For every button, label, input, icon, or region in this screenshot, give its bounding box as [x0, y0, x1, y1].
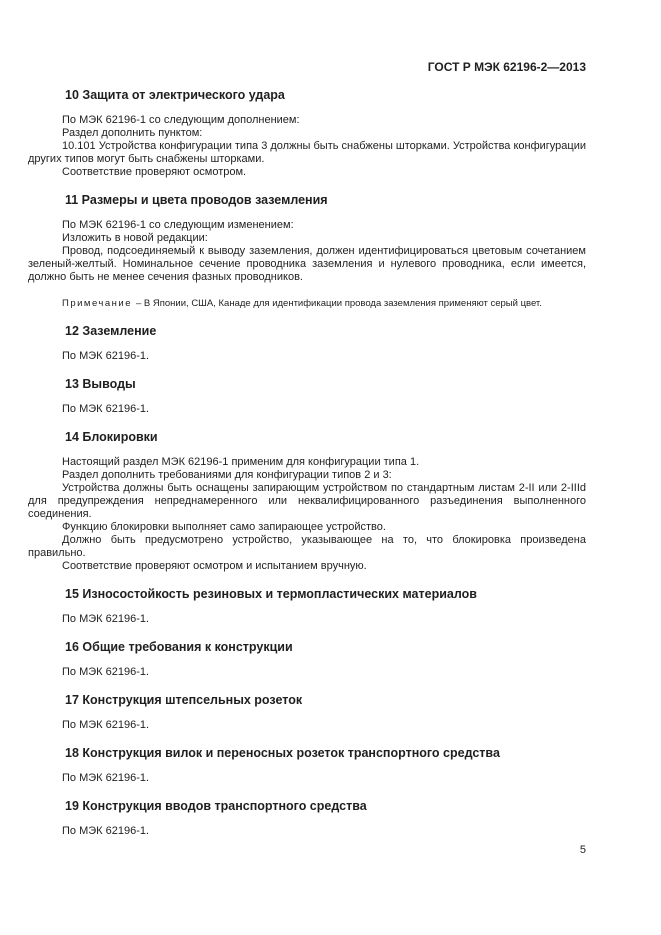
section-title: 12 Заземление — [65, 323, 157, 338]
paragraph: Раздел дополнить пунктом: — [62, 127, 203, 139]
paragraph: Изложить в новой редакции: — [62, 232, 208, 244]
section-title: 11 Размеры и цвета проводов заземления — [65, 193, 328, 207]
section-18 — [28, 746, 586, 785]
paragraph: По МЭК 62196-1. — [62, 718, 150, 731]
paragraph: Должно быть предусмотрено устройство, указывающее на то, что блокировка произведена правильно. — [28, 533, 586, 559]
section-16 — [28, 640, 586, 679]
section-19 — [28, 799, 586, 838]
section-10 — [28, 88, 586, 179]
paragraph: По МЭК 62196-1. — [62, 349, 150, 362]
section-title: 18 Конструкция вилок и переносных розеток транспортного средства — [65, 745, 500, 760]
paragraph: По МЭК 62196-1. — [62, 665, 150, 678]
paragraph: Функцию блокировки выполняет само запирающее устройство. — [62, 520, 386, 533]
section-17 — [28, 693, 586, 732]
paragraph: Устройства должны быть оснащены запирающим устройством по стандартным листам 2-II или 2-IIId для предупреждения непреднамеренного или неквалифицированного разъединения выполненного соединения. — [28, 481, 586, 520]
section-13 — [28, 377, 586, 416]
paragraph: По МЭК 62196-1. — [62, 402, 150, 415]
paragraph: По МЭК 62196-1. — [62, 771, 150, 784]
page-content — [28, 0, 586, 857]
paragraph: Соответствие проверяют осмотром и испытанием вручную. — [62, 559, 367, 572]
paragraph: По МЭК 62196-1. — [62, 824, 150, 837]
page-number: 5 — [579, 843, 586, 856]
section-11 — [28, 193, 586, 310]
paragraph: По МЭК 62196-1. — [62, 612, 150, 625]
section-title: 10 Защита от электрического удара — [65, 88, 285, 102]
section-14 — [28, 430, 586, 573]
note-label: Примечание — [62, 298, 132, 309]
section-15 — [28, 587, 586, 626]
note — [28, 298, 586, 310]
section-title: 17 Конструкция штепсельных розеток — [65, 692, 303, 707]
doc-header: ГОСТ Р МЭК 62196-2—2013 — [427, 60, 586, 74]
paragraph: Соответствие проверяют осмотром. — [62, 166, 247, 178]
paragraph: По МЭК 62196-1 со следующим изменением: — [62, 219, 294, 231]
section-title: 13 Выводы — [65, 376, 136, 391]
paragraph: Провод, подсоединяемый к выводу заземления, должен идентифицироваться цветовым сочетанием зеленый-желтый. Номинальное сечение проводника заземления и нулевого проводника, если имеется, должно быть не менее сечения фазных проводников. — [28, 245, 586, 283]
paragraph: По МЭК 62196-1 со следующим дополнением: — [62, 114, 300, 126]
note-text: – В Японии, США, Канаде для идентификации провода заземления применяют серый цвет. — [136, 298, 542, 309]
paragraph: 10.101 Устройства конфигурации типа 3 должны быть снабжены шторками. Устройства конфигурации других типов могут быть снабжены шторками. — [28, 140, 587, 165]
section-title: 19 Конструкция вводов транспортного средства — [65, 798, 367, 813]
section-title: 14 Блокировки — [65, 429, 158, 444]
section-title: 16 Общие требования к конструкции — [65, 639, 293, 654]
paragraph: Раздел дополнить требованиями для конфигурации типов 2 и 3: — [62, 468, 392, 481]
section-title: 15 Износостойкость резиновых и термопластических материалов — [65, 586, 477, 601]
section-12 — [28, 324, 586, 363]
paragraph: Настоящий раздел МЭК 62196-1 применим для конфигурации типа 1. — [62, 455, 420, 468]
